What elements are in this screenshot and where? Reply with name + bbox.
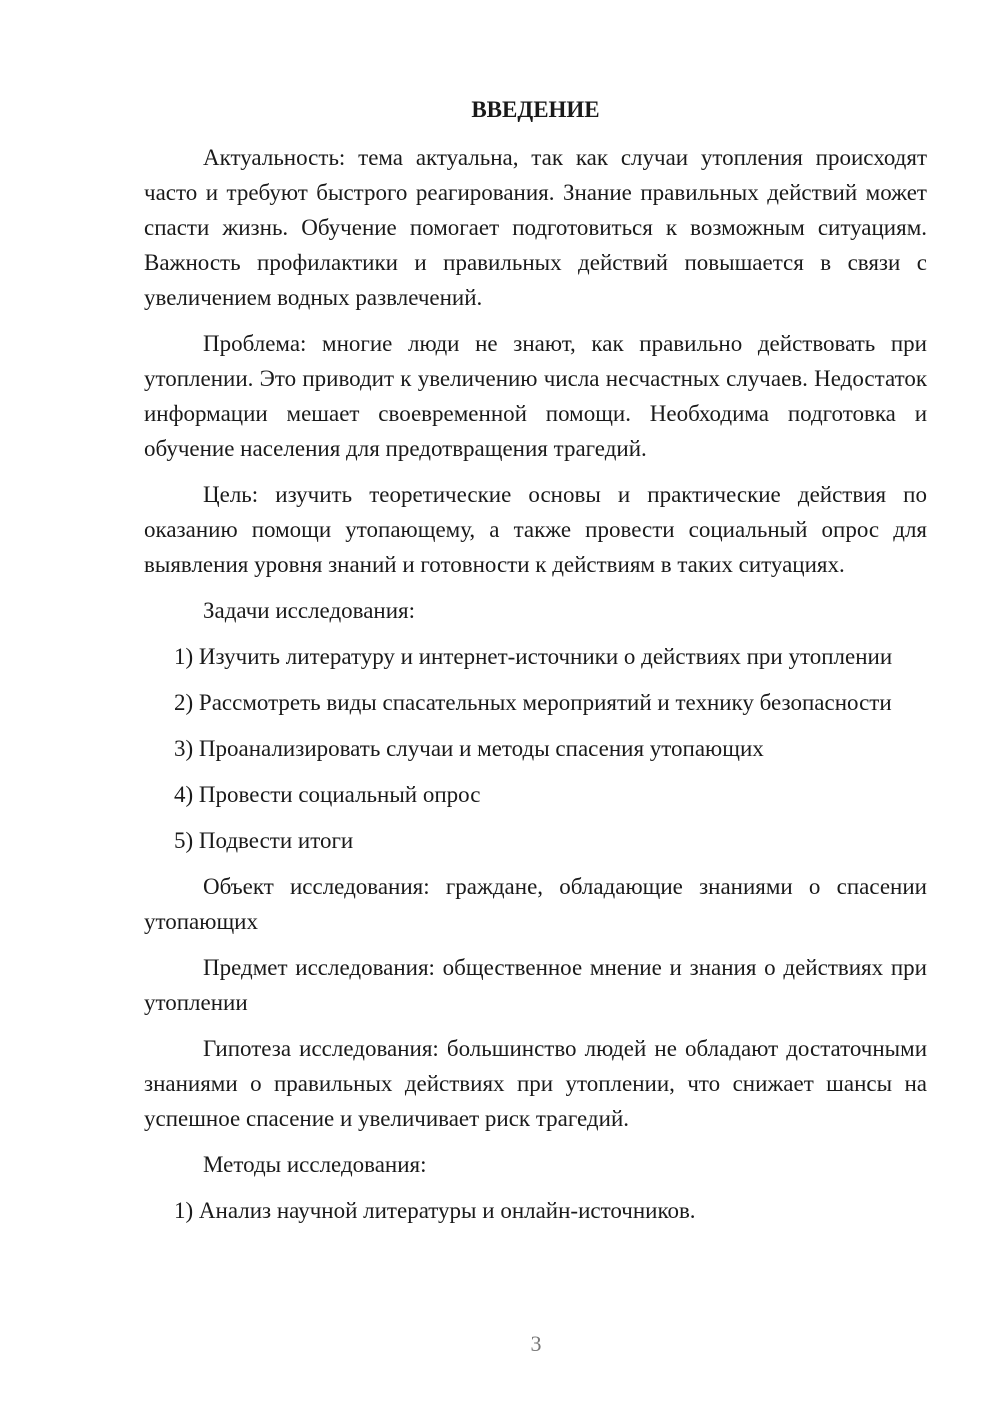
goal-paragraph: Цель: изучить теоретические основы и практические действия по оказанию помощи утопающему, а также провести социальный опрос для выявления уровня знаний и готовности к действиям в таких ситуациях. — [144, 482, 927, 577]
document-page — [144, 95, 927, 1239]
task-item: 5) Подвести итоги — [174, 828, 354, 853]
task-item: 4) Провести социальный опрос — [174, 782, 481, 807]
page-title: ВВЕДЕНИЕ — [471, 97, 600, 122]
methods-heading: Методы исследования: — [203, 1152, 427, 1177]
task-item: 3) Проанализировать случаи и методы спасения утопающих — [174, 736, 764, 761]
task-item: 2) Рассмотреть виды спасательных мероприятий и технику безопасности — [174, 690, 892, 715]
problem-paragraph: Проблема: многие люди не знают, как правильно действовать при утоплении. Это приводит к увеличению числа несчастных случаев. Недостаток информации мешает своевременной помощи. Необходима подготовка и обучение населения для предотвращения трагедий. — [144, 331, 927, 461]
relevance-paragraph: Актуальность: тема актуальна, так как случаи утопления происходят часто и требуют быстрого реагирования. Знание правильных действий может спасти жизнь. Обучение помогает подготовиться к возможным ситуациям. Важность профилактики и правильных действий повышается в связи с увеличением водных развлечений. — [144, 145, 927, 310]
page-number: 3 — [530, 1331, 542, 1356]
subject-paragraph: Предмет исследования: общественное мнение и знания о действиях при утоплении — [144, 955, 927, 1015]
method-item: 1) Анализ научной литературы и онлайн-источников. — [174, 1198, 696, 1223]
hypothesis-paragraph: Гипотеза исследования: большинство людей не обладают достаточными знаниями о правильных действиях при утоплении, что снижает шансы на успешное спасение и увеличивает риск трагедий. — [144, 1036, 927, 1131]
tasks-heading: Задачи исследования: — [203, 598, 416, 623]
task-item: 1) Изучить литературу и интернет-источники о действиях при утоплении — [174, 644, 893, 669]
object-paragraph: Объект исследования: граждане, обладающие знаниями о спасении утопающих — [144, 874, 927, 934]
